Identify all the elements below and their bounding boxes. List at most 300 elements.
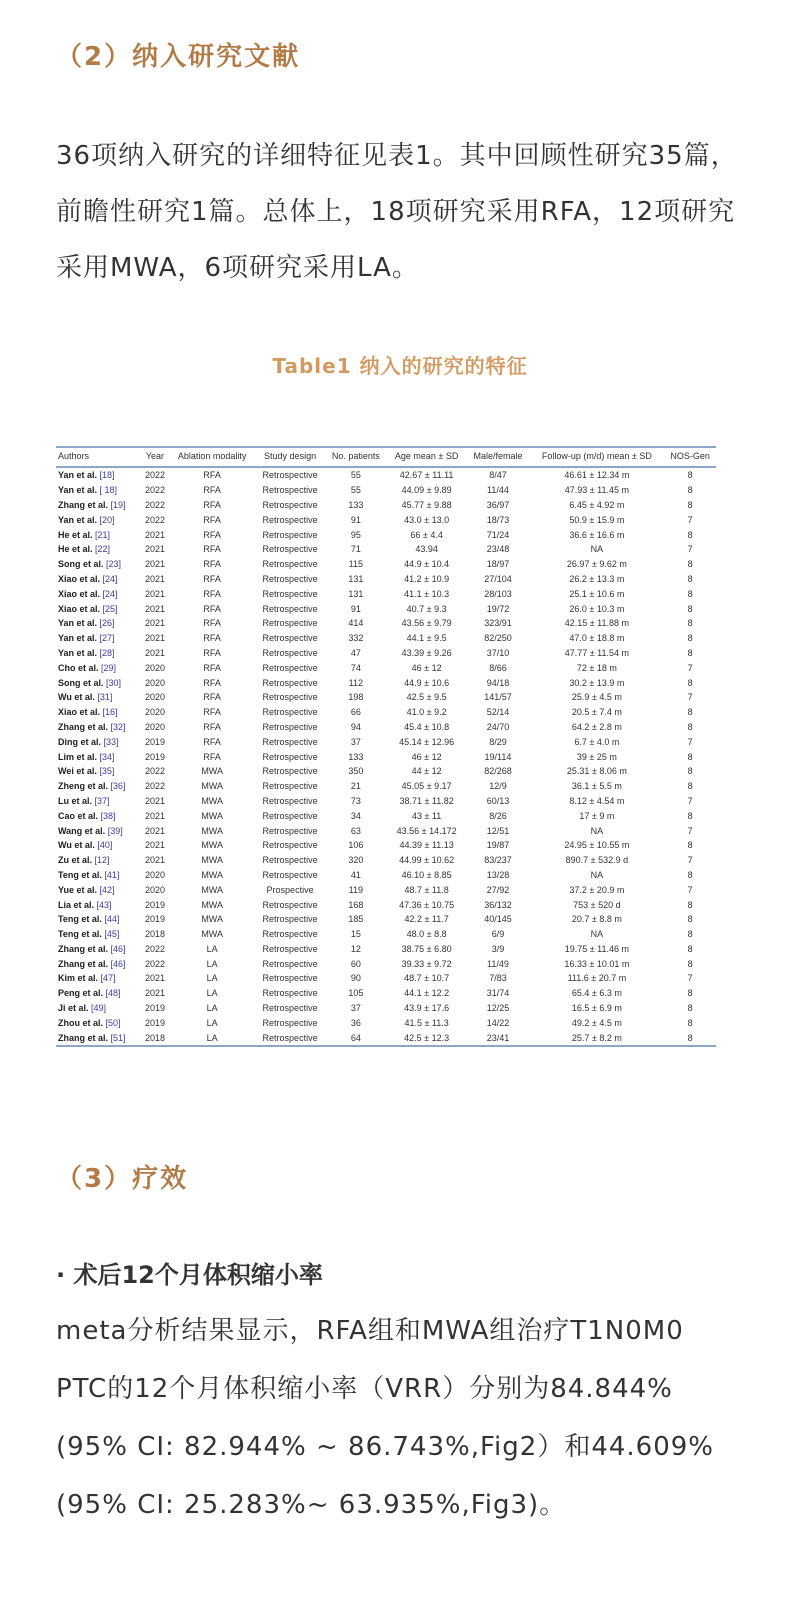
table-cell: 42.5 ± 12.3 [404, 1032, 450, 1043]
table-cell: 38.71 ± 11.82 [399, 795, 454, 806]
table-cell: 7 [687, 973, 693, 984]
table-cell: 2021 [144, 988, 165, 999]
author-name: Yan et al. [58, 618, 98, 629]
cell-authors [56, 467, 141, 483]
table-cell: 2020 [144, 869, 165, 880]
table-cell: 90 [350, 973, 361, 984]
table-row [56, 971, 716, 986]
author-name: Xiao et al. [58, 603, 101, 614]
table-cell: LA [206, 988, 218, 999]
table-cell: Retrospective [262, 988, 318, 999]
table-row [56, 616, 716, 631]
table-row [56, 942, 716, 957]
reference-link[interactable]: [26] [99, 618, 115, 629]
table-cell: 2020 [144, 721, 165, 732]
reference-link[interactable]: [39] [107, 825, 123, 836]
table-row [56, 483, 716, 498]
table-row [56, 498, 716, 513]
author-name: Teng et al. [58, 914, 102, 925]
table-cell: RFA [203, 633, 221, 644]
table-cell: NA [590, 544, 604, 555]
table-cell: 82/268 [484, 766, 512, 777]
table-cell: 34 [350, 810, 361, 821]
table-cell: Retrospective [262, 692, 318, 703]
table-cell: 11/49 [487, 958, 509, 969]
table-cell: 42.15 ± 11.88 m [564, 618, 630, 629]
table-row [56, 853, 716, 868]
reference-link[interactable]: [35] [99, 766, 115, 777]
table-cell: 45.05 ± 9.17 [401, 781, 452, 792]
reference-link[interactable]: [31] [97, 692, 113, 703]
cell-authors [56, 764, 141, 779]
table-cell: 45.4 ± 10.8 [404, 721, 450, 732]
table-cell: 43 ± 11 [411, 810, 442, 821]
table-cell: 6.7 ± 4.0 m [574, 736, 620, 747]
author-name: Teng et al. [58, 929, 102, 940]
table-cell: 43.56 ± 9.79 [401, 618, 452, 629]
table-cell: 19/72 [486, 603, 510, 614]
table-cell: 320 [348, 855, 364, 866]
reference-link[interactable]: [50] [105, 1017, 121, 1028]
table-cell: 55 [350, 485, 361, 496]
author-name: Ding et al. [58, 736, 102, 747]
table-cell: 8 [687, 559, 693, 570]
table-cell: 185 [348, 914, 364, 925]
table-cell: LA [206, 1032, 218, 1043]
table-row [56, 675, 716, 690]
table-cell: RFA [203, 499, 221, 510]
table-cell: 37 [350, 736, 361, 747]
author-name: Lim et al. [58, 751, 98, 762]
table-cell: 2021 [144, 588, 165, 599]
table-cell: 44.1 ± 9.5 [406, 633, 447, 644]
cell-authors [56, 942, 141, 957]
table-cell: MWA [201, 855, 223, 866]
reference-link[interactable]: [18] [99, 470, 115, 481]
table-cell: 41.1 ± 10.3 [404, 588, 450, 599]
author-name: Zhang et al. [58, 721, 109, 732]
table-cell: Prospective [266, 884, 314, 895]
table-cell: 2021 [144, 795, 165, 806]
table-cell: 95 [350, 529, 361, 540]
author-name: Yan et al. [58, 514, 98, 525]
table-cell: 323/91 [484, 618, 512, 629]
table-cell: LA [206, 943, 218, 954]
table-cell: 8 [687, 647, 693, 658]
table-cell: Retrospective [262, 766, 318, 777]
author-name: Zhou et al. [58, 1017, 103, 1028]
table-cell: 21 [350, 781, 361, 792]
table-cell: 49.2 ± 4.5 m [571, 1017, 622, 1028]
table-row [56, 527, 716, 542]
table-cell: 7 [687, 514, 693, 525]
table-cell: Retrospective [262, 736, 318, 747]
study-characteristics-table [56, 446, 716, 1047]
author-name: Ji et al. [58, 1003, 89, 1014]
table-cell: 44.9 ± 10.4 [404, 559, 450, 570]
table-cell: 106 [348, 840, 364, 851]
table-cell: 119 [348, 884, 364, 895]
table-cell: 28/103 [484, 588, 512, 599]
table-cell: 7 [687, 825, 693, 836]
table-cell: 2022 [144, 943, 165, 954]
table-cell: RFA [203, 662, 221, 673]
table-cell: 44.09 ± 9.89 [401, 485, 452, 496]
author-name: He et al. [58, 544, 93, 555]
reference-link[interactable]: [23] [106, 559, 122, 570]
table-cell: 2021 [144, 544, 165, 555]
table-cell: 7 [687, 855, 693, 866]
table-cell: Retrospective [262, 529, 318, 540]
table-cell: 43.39 ± 9.26 [401, 647, 452, 658]
table-cell: RFA [203, 721, 221, 732]
table-cell: RFA [203, 529, 221, 540]
table-cell: 11/44 [487, 485, 509, 496]
cell-authors [56, 572, 141, 587]
table-cell: 41.2 ± 10.9 [404, 573, 450, 584]
reference-link[interactable]: [24] [102, 573, 118, 584]
author-name: Zhang et al. [58, 499, 109, 510]
table-cell: Retrospective [262, 751, 318, 762]
table-row [56, 882, 716, 897]
table-cell: 8 [687, 618, 693, 629]
author-name: Wu et al. [58, 692, 95, 703]
cell-authors [56, 705, 141, 720]
table-cell: 25.7 ± 8.2 m [571, 1032, 622, 1043]
table-cell: 2021 [144, 603, 165, 614]
cell-authors [56, 557, 141, 572]
table-cell: MWA [201, 795, 223, 806]
table-cell: 44.9 ± 10.6 [404, 677, 450, 688]
reference-link[interactable]: [12] [94, 855, 110, 866]
table-cell: 64.2 ± 2.8 m [571, 721, 622, 732]
table-cell: LA [206, 973, 218, 984]
table-cell: 8 [687, 810, 693, 821]
table-cell: 36.1 ± 5.5 m [571, 781, 622, 792]
table-cell: MWA [201, 914, 223, 925]
reference-link[interactable]: [19] [110, 499, 126, 510]
table-row [56, 542, 716, 557]
table-row [56, 912, 716, 927]
table-cell: RFA [203, 618, 221, 629]
table-row [56, 779, 716, 794]
reference-link[interactable]: [42] [99, 884, 115, 895]
table-cell: 42.5 ± 9.5 [406, 692, 447, 703]
table-cell: 111.6 ± 20.7 m [567, 973, 627, 984]
table-row [56, 794, 716, 809]
table-cell: 2020 [144, 884, 165, 895]
table-cell: 55 [350, 470, 361, 481]
table-cell: RFA [203, 707, 221, 718]
reference-link[interactable]: [16] [102, 707, 118, 718]
cell-authors [56, 868, 141, 883]
table-cell: 133 [348, 499, 364, 510]
table-row [56, 660, 716, 675]
table-cell: Retrospective [262, 795, 318, 806]
reference-link[interactable]: [37] [94, 795, 110, 806]
table-cell: 2019 [144, 736, 165, 747]
table-cell: 2022 [144, 514, 165, 525]
reference-link[interactable]: [22] [95, 544, 111, 555]
table-row [56, 601, 716, 616]
table-cell: RFA [203, 573, 221, 584]
table-cell: 8 [687, 485, 693, 496]
table-cell: 2022 [144, 499, 165, 510]
reference-link[interactable]: [38] [100, 810, 116, 821]
reference-link[interactable]: [21] [95, 529, 111, 540]
table-cell: 2021 [144, 529, 165, 540]
author-name: Song et al. [58, 559, 104, 570]
table-cell: 37 [350, 1003, 361, 1014]
table-cell: 2019 [144, 1003, 165, 1014]
table-cell: 40.7 ± 9.3 [406, 603, 447, 614]
table-cell: NA [590, 929, 604, 940]
cell-authors [56, 631, 141, 646]
table-cell: 66 ± 4.4 [410, 529, 443, 540]
table-cell: 8 [687, 529, 693, 540]
table-cell: 44 ± 12 [411, 766, 442, 777]
table-cell: 30.2 ± 13.9 m [569, 677, 625, 688]
table-row [56, 734, 716, 749]
table-cell: 2019 [144, 899, 165, 910]
table-cell: 8 [687, 899, 693, 910]
table-cell: 2021 [144, 559, 165, 570]
author-name: Song et al. [58, 677, 104, 688]
table-cell: 46 ± 12 [411, 751, 442, 762]
table-cell: 8 [687, 499, 693, 510]
table-cell: 91 [350, 603, 361, 614]
table-cell: 12/51 [486, 825, 510, 836]
reference-link[interactable]: [33] [103, 736, 119, 747]
reference-link[interactable]: [30] [106, 677, 122, 688]
table-cell: Retrospective [262, 781, 318, 792]
reference-link[interactable]: [45] [104, 929, 120, 940]
author-name: Yue et al. [58, 884, 98, 895]
table-cell: 7 [687, 884, 693, 895]
author-name: Peng et al. [58, 988, 104, 999]
table-cell: 43.94 [415, 544, 438, 555]
table-cell: 8 [687, 1003, 693, 1014]
table-cell: 45.14 ± 12.96 [399, 736, 455, 747]
table-cell: RFA [203, 470, 221, 481]
table-cell: 8 [687, 781, 693, 792]
reference-link[interactable]: [20] [99, 514, 115, 525]
table-cell: 39.33 ± 9.72 [401, 958, 452, 969]
reference-link[interactable]: [27] [99, 633, 115, 644]
table-cell: 19/87 [486, 840, 510, 851]
table-cell: 8/66 [489, 662, 507, 673]
table-cell: 7 [687, 692, 693, 703]
table-cell: 24.95 ± 10.55 m [564, 840, 630, 851]
table-cell: 8 [687, 633, 693, 644]
table-cell: 7 [687, 795, 693, 806]
table-row [56, 690, 716, 705]
table-cell: 31/74 [486, 988, 510, 999]
table-cell: RFA [203, 647, 221, 658]
table-cell: Retrospective [262, 662, 318, 673]
table-cell: 7/83 [489, 973, 507, 984]
reference-link[interactable]: [29] [101, 662, 117, 673]
table-cell: 2022 [144, 470, 165, 481]
reference-link[interactable]: [43] [96, 899, 112, 910]
table-cell: 2021 [144, 647, 165, 658]
table-cell: 2021 [144, 573, 165, 584]
cell-authors [56, 720, 141, 735]
reference-link[interactable]: [46] [110, 943, 126, 954]
table-cell: 2020 [144, 707, 165, 718]
cell-authors [56, 956, 141, 971]
table-cell: Retrospective [262, 899, 318, 910]
reference-link[interactable]: [46] [110, 958, 126, 969]
cell-authors [56, 616, 141, 631]
table-cell: 8 [687, 1017, 693, 1028]
table-cell: 8 [687, 603, 693, 614]
table-cell: 198 [348, 692, 364, 703]
table-cell: 91 [350, 514, 361, 525]
table-cell: 14/22 [486, 1017, 510, 1028]
column-header: Year [145, 451, 165, 461]
table-cell: 64 [350, 1032, 361, 1043]
reference-link[interactable]: [44] [104, 914, 120, 925]
table-cell: Retrospective [262, 973, 318, 984]
reference-link[interactable]: [51] [110, 1032, 126, 1043]
table-cell: Retrospective [262, 588, 318, 599]
table-cell: 25.1 ± 10.6 m [569, 588, 625, 599]
table-cell: 48.7 ± 10.7 [404, 973, 450, 984]
cell-authors [56, 823, 141, 838]
reference-link[interactable]: [47] [100, 973, 116, 984]
table-cell: 2018 [144, 929, 165, 940]
table-cell: 890.7 ± 532.9 d [565, 855, 629, 866]
table-cell: 42.2 ± 11.7 [404, 914, 449, 925]
table-cell: 25.31 ± 8.06 m [566, 766, 627, 777]
table-cell: 8 [687, 677, 693, 688]
table-cell: 41.0 ± 9.2 [406, 707, 447, 718]
table-cell: 24/70 [486, 721, 510, 732]
table-cell: 17 ± 9 m [579, 810, 615, 821]
author-name: Yan et al. [58, 633, 98, 644]
table-cell: RFA [203, 677, 221, 688]
table-cell: Retrospective [262, 958, 318, 969]
table-cell: 2018 [144, 1032, 165, 1043]
table-row [56, 512, 716, 527]
table-row [56, 986, 716, 1001]
reference-link[interactable]: [36] [110, 781, 126, 792]
reference-link[interactable]: [41] [104, 869, 120, 880]
table-cell: Retrospective [262, 707, 318, 718]
table-cell: 48.0 ± 8.8 [406, 929, 447, 940]
reference-link[interactable]: [ 18] [99, 485, 118, 496]
table-cell: Retrospective [262, 855, 318, 866]
table-cell: Retrospective [262, 647, 318, 658]
table-cell: RFA [203, 514, 221, 525]
table-cell: 18/73 [486, 514, 510, 525]
table-cell: 8 [687, 943, 693, 954]
cell-authors [56, 512, 141, 527]
table-cell: 66 [350, 707, 361, 718]
table-cell: 8 [687, 840, 693, 851]
table-cell: MWA [201, 766, 223, 777]
reference-link[interactable]: [34] [99, 751, 115, 762]
cell-authors [56, 927, 141, 942]
table-row [56, 838, 716, 853]
table-cell: MWA [201, 781, 223, 792]
table-cell: 15 [350, 929, 361, 940]
table-cell: 2021 [144, 810, 165, 821]
reference-link[interactable]: [24] [102, 588, 118, 599]
table-cell: 350 [348, 766, 364, 777]
table-cell: 39 ± 25 m [576, 751, 617, 762]
cell-authors [56, 794, 141, 809]
table-cell: Retrospective [262, 677, 318, 688]
author-name: He et al. [58, 529, 93, 540]
table-cell: Retrospective [262, 514, 318, 525]
table-cell: 60/13 [486, 795, 510, 806]
table-cell: 45.77 ± 9.88 [401, 499, 452, 510]
table-cell: 2020 [144, 662, 165, 673]
cell-authors [56, 749, 141, 764]
reference-link[interactable]: [48] [105, 988, 121, 999]
author-name: Zhang et al. [58, 943, 109, 954]
table-cell: 26.0 ± 10.3 m [569, 603, 625, 614]
cell-authors [56, 882, 141, 897]
cell-authors [56, 498, 141, 513]
reference-link[interactable]: [32] [110, 721, 126, 732]
table-row [56, 1001, 716, 1016]
author-name: Kim et al. [58, 973, 99, 984]
section-heading-included-studies: （2）纳入研究文献 [56, 42, 301, 72]
table-cell: Retrospective [262, 470, 318, 481]
table-cell: 16.33 ± 10.01 m [564, 958, 630, 969]
table-cell: 47.0 ± 18.8 m [569, 633, 625, 644]
table-cell: Retrospective [262, 721, 318, 732]
column-header: Male/female [473, 451, 523, 461]
table-cell: 20.5 ± 7.4 m [571, 707, 622, 718]
reference-link[interactable]: [25] [102, 603, 118, 614]
table-cell: Retrospective [262, 603, 318, 614]
cell-authors [56, 838, 141, 853]
table-cell: 2021 [144, 633, 165, 644]
table-cell: 74 [350, 662, 361, 673]
table-cell: 71 [350, 544, 361, 555]
table-cell: 46.10 ± 8.85 [401, 869, 452, 880]
table-row [56, 705, 716, 720]
table-row [56, 586, 716, 601]
table-row [56, 764, 716, 779]
table-cell: 7 [687, 662, 693, 673]
table-cell: LA [206, 1017, 218, 1028]
reference-link[interactable]: [49] [91, 1003, 107, 1014]
table-cell: NA [590, 825, 604, 836]
table-cell: 2022 [144, 766, 165, 777]
author-name: Yan et al. [58, 485, 98, 496]
author-name: Zhang et al. [58, 1032, 109, 1043]
table-cell: LA [206, 958, 218, 969]
table-cell: 12/9 [489, 781, 507, 792]
author-name: Zu et al. [58, 855, 93, 866]
table-cell: 46 ± 12 [411, 662, 442, 673]
table-row [56, 1030, 716, 1046]
reference-link[interactable]: [28] [99, 647, 115, 658]
table-cell: 41 [350, 869, 361, 880]
table-cell: Retrospective [262, 929, 318, 940]
table-row [56, 749, 716, 764]
table-cell: 72 ± 18 m [576, 662, 617, 673]
table-cell: 36/97 [486, 499, 510, 510]
table-cell: 2021 [144, 973, 165, 984]
reference-link[interactable]: [40] [97, 840, 113, 851]
author-name: Xiao et al. [58, 707, 101, 718]
